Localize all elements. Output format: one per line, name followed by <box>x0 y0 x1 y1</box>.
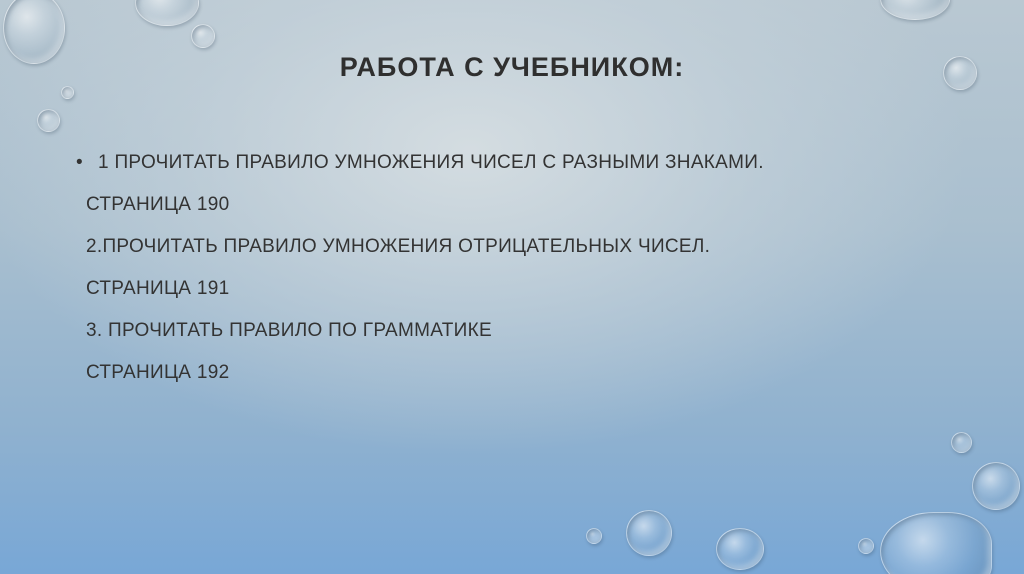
water-drop-icon <box>716 528 764 570</box>
water-drop-icon <box>972 462 1020 510</box>
water-drop-icon <box>586 528 602 544</box>
water-drop-icon <box>880 0 950 20</box>
slide-title: РАБОТА С УЧЕБНИКОМ: <box>339 52 685 82</box>
list-item: СТРАНИЦА 191 <box>86 278 230 299</box>
list-item: СТРАНИЦА 192 <box>86 362 230 383</box>
list-item: СТРАНИЦА 190 <box>86 194 230 215</box>
water-drop-icon <box>626 510 672 556</box>
bullet-icon: • <box>76 152 83 173</box>
water-drop-icon <box>135 0 199 26</box>
list-item-text: 1 ПРОЧИТАТЬ ПРАВИЛО УМНОЖЕНИЯ ЧИСЕЛ С РАЗНЫМИ ЗНАКАМИ. <box>98 152 764 173</box>
water-drop-icon <box>37 109 60 132</box>
water-drop-icon <box>61 86 74 99</box>
water-drop-icon <box>191 24 215 48</box>
list-item: 2.ПРОЧИТАТЬ ПРАВИЛО УМНОЖЕНИЯ ОТРИЦАТЕЛЬНЫХ ЧИСЕЛ. <box>86 236 711 257</box>
water-drop-icon <box>880 512 992 574</box>
list-item: 3. ПРОЧИТАТЬ ПРАВИЛО ПО ГРАММАТИКЕ <box>86 320 492 341</box>
list-item <box>76 152 764 174</box>
water-drop-icon <box>858 538 874 554</box>
water-drop-icon <box>951 432 972 453</box>
